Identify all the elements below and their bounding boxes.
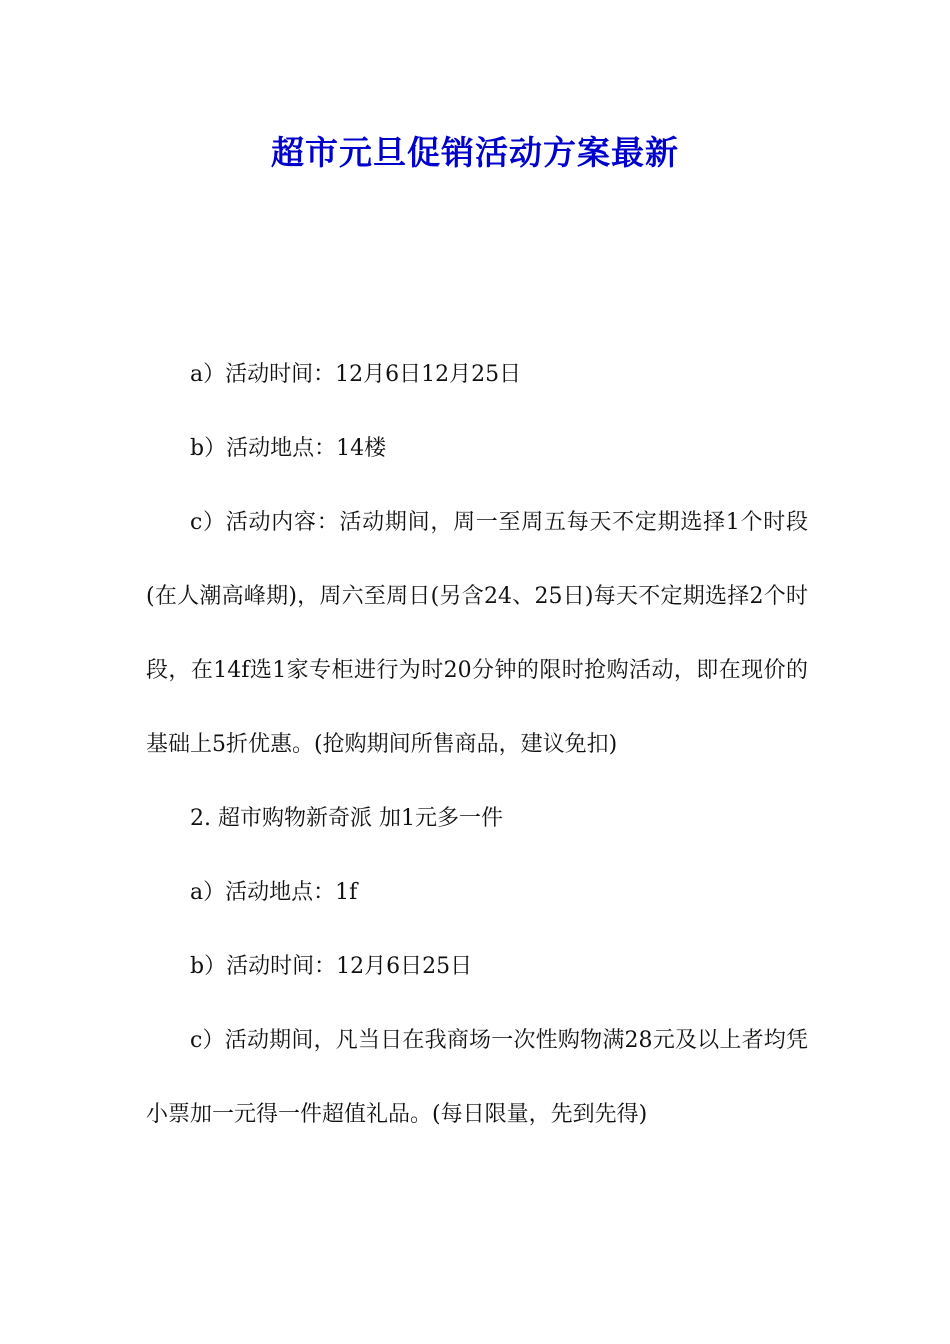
document-title: 超市元旦促销活动方案最新 (271, 133, 679, 172)
paragraph-section2-location: a）活动地点：1f (190, 880, 358, 905)
paragraph-section2-time: b）活动时间：12月6日25日 (190, 954, 473, 979)
paragraph-activity-time: a）活动时间：12月6日12月25日 (190, 362, 522, 387)
paragraph-activity-content: c）活动内容：活动期间，周一至周五每天不定期选择1个时段(在人潮高峰期)，周六至周日(另含24、25日)每天不定期选择2个时段，在14f选1家专柜进行为时20分钟的限时抢购活动，即在现价的基础上5折优惠。(抢购期间所售商品，建议免扣) (146, 510, 808, 757)
paragraph-section2-content: c）活动期间，凡当日在我商场一次性购物满28元及以上者均凭小票加一元得一件超值礼品。(每日限量，先到先得) (146, 1028, 808, 1127)
document-body (146, 338, 808, 1152)
paragraph-activity-location: b）活动地点：14楼 (190, 436, 387, 461)
section-heading-2: 2. 超市购物新奇派 加1元多一件 (190, 806, 503, 831)
